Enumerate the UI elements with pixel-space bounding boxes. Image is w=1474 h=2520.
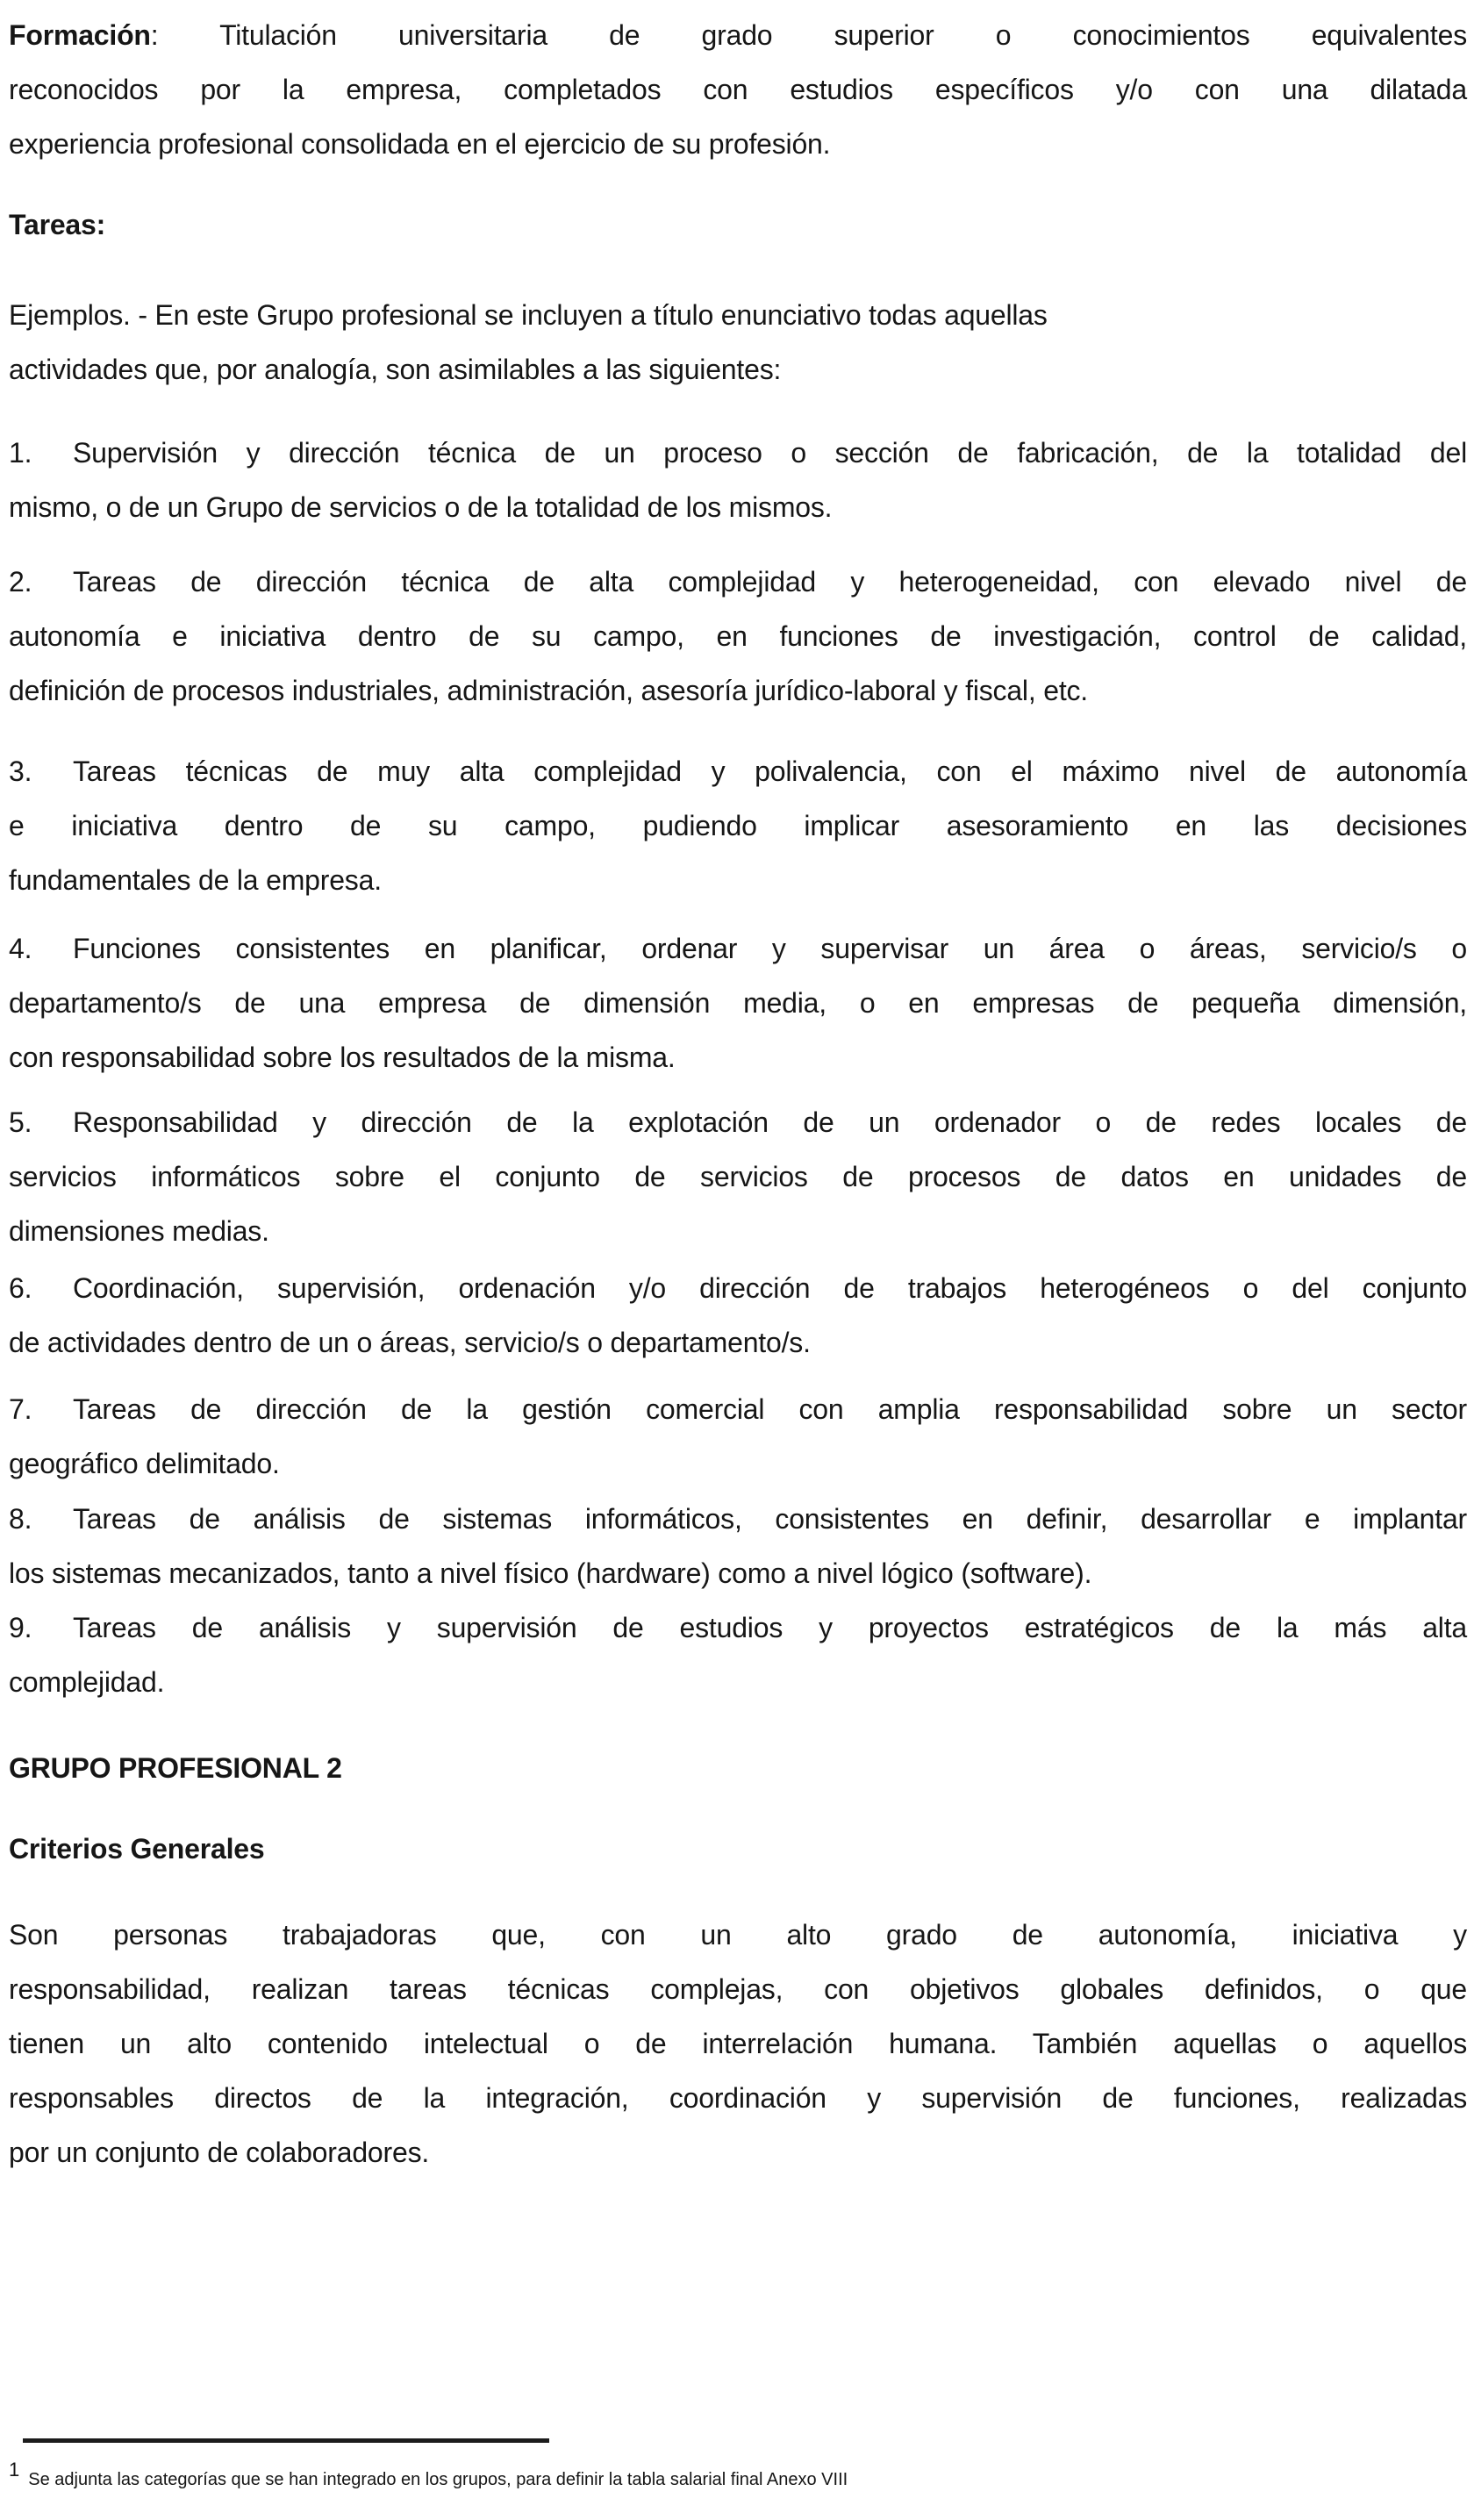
text-line: mismo, o de un Grupo de servicios o de la totalidad de los mismos.	[9, 491, 833, 523]
text-line: Ejemplos. - En este Grupo profesional se incluyen a título enunciativo todas aquellas	[9, 299, 1048, 331]
text-line: geográfico delimitado.	[9, 1448, 280, 1479]
list-item-4	[9, 921, 1467, 1085]
footnote-text: Se adjunta las categorías que se han integrado en los grupos, para definir la tabla salarial final Anexo VIII	[28, 2470, 848, 2489]
text-line	[9, 1261, 1467, 1315]
text-line	[9, 1382, 1467, 1436]
list-item-2	[9, 555, 1467, 718]
item-text: Coordinación, supervisión, ordenación y/o dirección de trabajos heterogéneos o del conjunto	[73, 1272, 1467, 1304]
item-number: 6.	[9, 1272, 32, 1304]
item-text: Supervisión y dirección técnica de un proceso o sección de fabricación, de la totalidad del	[73, 437, 1467, 469]
text-line: reconocidos por la empresa, completados con estudios específicos y/o con una dilatada	[9, 74, 1467, 105]
text-line: actividades que, por analogía, son asimilables a las siguientes:	[9, 354, 782, 385]
text-line	[9, 1600, 1467, 1655]
text-line	[9, 426, 1467, 480]
list-item-7	[9, 1382, 1467, 1491]
text-line: definición de procesos industriales, administración, asesoría jurídico-laboral y fiscal, etc.	[9, 675, 1088, 706]
list-item-1	[9, 426, 1467, 534]
paragraph-ejemplos	[9, 288, 1467, 397]
item-number: 5.	[9, 1106, 32, 1138]
list-item-5	[9, 1095, 1467, 1258]
text-line: dimensiones medias.	[9, 1215, 269, 1247]
item-number: 2.	[9, 566, 32, 598]
item-text: Responsabilidad y dirección de la explotación de un ordenador o de redes locales de	[73, 1106, 1467, 1138]
text-line: e iniciativa dentro de su campo, pudiendo implicar asesoramiento en las decisiones	[9, 810, 1467, 841]
text-line: experiencia profesional consolidada en el ejercicio de su profesión.	[9, 128, 831, 160]
heading-grupo-profesional-2: GRUPO PROFESIONAL 2	[9, 1752, 342, 1784]
text-line: con responsabilidad sobre los resultados de la misma.	[9, 1042, 676, 1073]
text-line: departamento/s de una empresa de dimensión media, o en empresas de pequeña dimensión,	[9, 987, 1467, 1019]
heading-tareas: Tareas:	[9, 209, 106, 240]
text-line: de actividades dentro de un o áreas, servicio/s o departamento/s.	[9, 1327, 811, 1358]
item-number: 9.	[9, 1612, 32, 1643]
item-text: Tareas de análisis y supervisión de estudios y proyectos estratégicos de la más alta	[73, 1612, 1467, 1643]
item-text: Tareas de análisis de sistemas informáticos, consistentes en definir, desarrollar e implantar	[73, 1503, 1467, 1535]
item-number: 3.	[9, 755, 32, 787]
item-number: 8.	[9, 1503, 32, 1535]
formacion-line1: : Titulación universitaria de grado superior o conocimientos equivalentes	[150, 19, 1467, 51]
text-line: responsables directos de la integración, coordinación y supervisión de funciones, realizadas	[9, 2082, 1467, 2114]
footnote	[9, 2459, 1467, 2496]
heading-criterios-generales: Criterios Generales	[9, 1833, 265, 1865]
paragraph-criterios-grupo2	[9, 1908, 1467, 2180]
text-line: los sistemas mecanizados, tanto a nivel físico (hardware) como a nivel lógico (software).	[9, 1557, 1092, 1589]
text-line: Son personas trabajadoras que, con un alto grado de autonomía, iniciativa y	[9, 1919, 1467, 1951]
text-line	[9, 744, 1467, 798]
list-item-8	[9, 1492, 1467, 1600]
item-text: Tareas de dirección técnica de alta complejidad y heterogeneidad, con elevado nivel de	[73, 566, 1467, 598]
item-text: Tareas técnicas de muy alta complejidad y polivalencia, con el máximo nivel de autonomía	[73, 755, 1467, 787]
footnote-marker: 1	[9, 2459, 20, 2481]
text-line	[9, 921, 1467, 976]
text-line	[9, 8, 1467, 62]
item-number: 4.	[9, 933, 32, 964]
text-line: tienen un alto contenido intelectual o de interrelación humana. También aquellas o aquellos	[9, 2028, 1467, 2059]
item-number: 7.	[9, 1393, 32, 1425]
list-item-3	[9, 744, 1467, 907]
text-line: responsabilidad, realizan tareas técnicas complejas, con objetivos globales definidos, o que	[9, 1973, 1467, 2005]
item-text: Funciones consistentes en planificar, ordenar y supervisar un área o áreas, servicio/s o	[73, 933, 1467, 964]
text-line: por un conjunto de colaboradores.	[9, 2137, 430, 2168]
list-item-9	[9, 1600, 1467, 1709]
text-line	[9, 555, 1467, 609]
formacion-lead-bold: Formación	[9, 19, 151, 51]
text-line	[9, 1095, 1467, 1149]
text-line: servicios informáticos sobre el conjunto de servicios de procesos de datos en unidades de	[9, 1161, 1467, 1192]
item-number: 1.	[9, 437, 32, 469]
footnote-separator-rule	[23, 2438, 549, 2443]
text-line	[9, 1492, 1467, 1546]
text-line: fundamentales de la empresa.	[9, 864, 382, 896]
text-line: complejidad.	[9, 1666, 165, 1698]
text-line: autonomía e iniciativa dentro de su campo, en funciones de investigación, control de calidad,	[9, 620, 1467, 652]
item-text: Tareas de dirección de la gestión comercial con amplia responsabilidad sobre un sector	[73, 1393, 1467, 1425]
list-item-6	[9, 1261, 1467, 1370]
paragraph-formacion	[9, 8, 1467, 171]
